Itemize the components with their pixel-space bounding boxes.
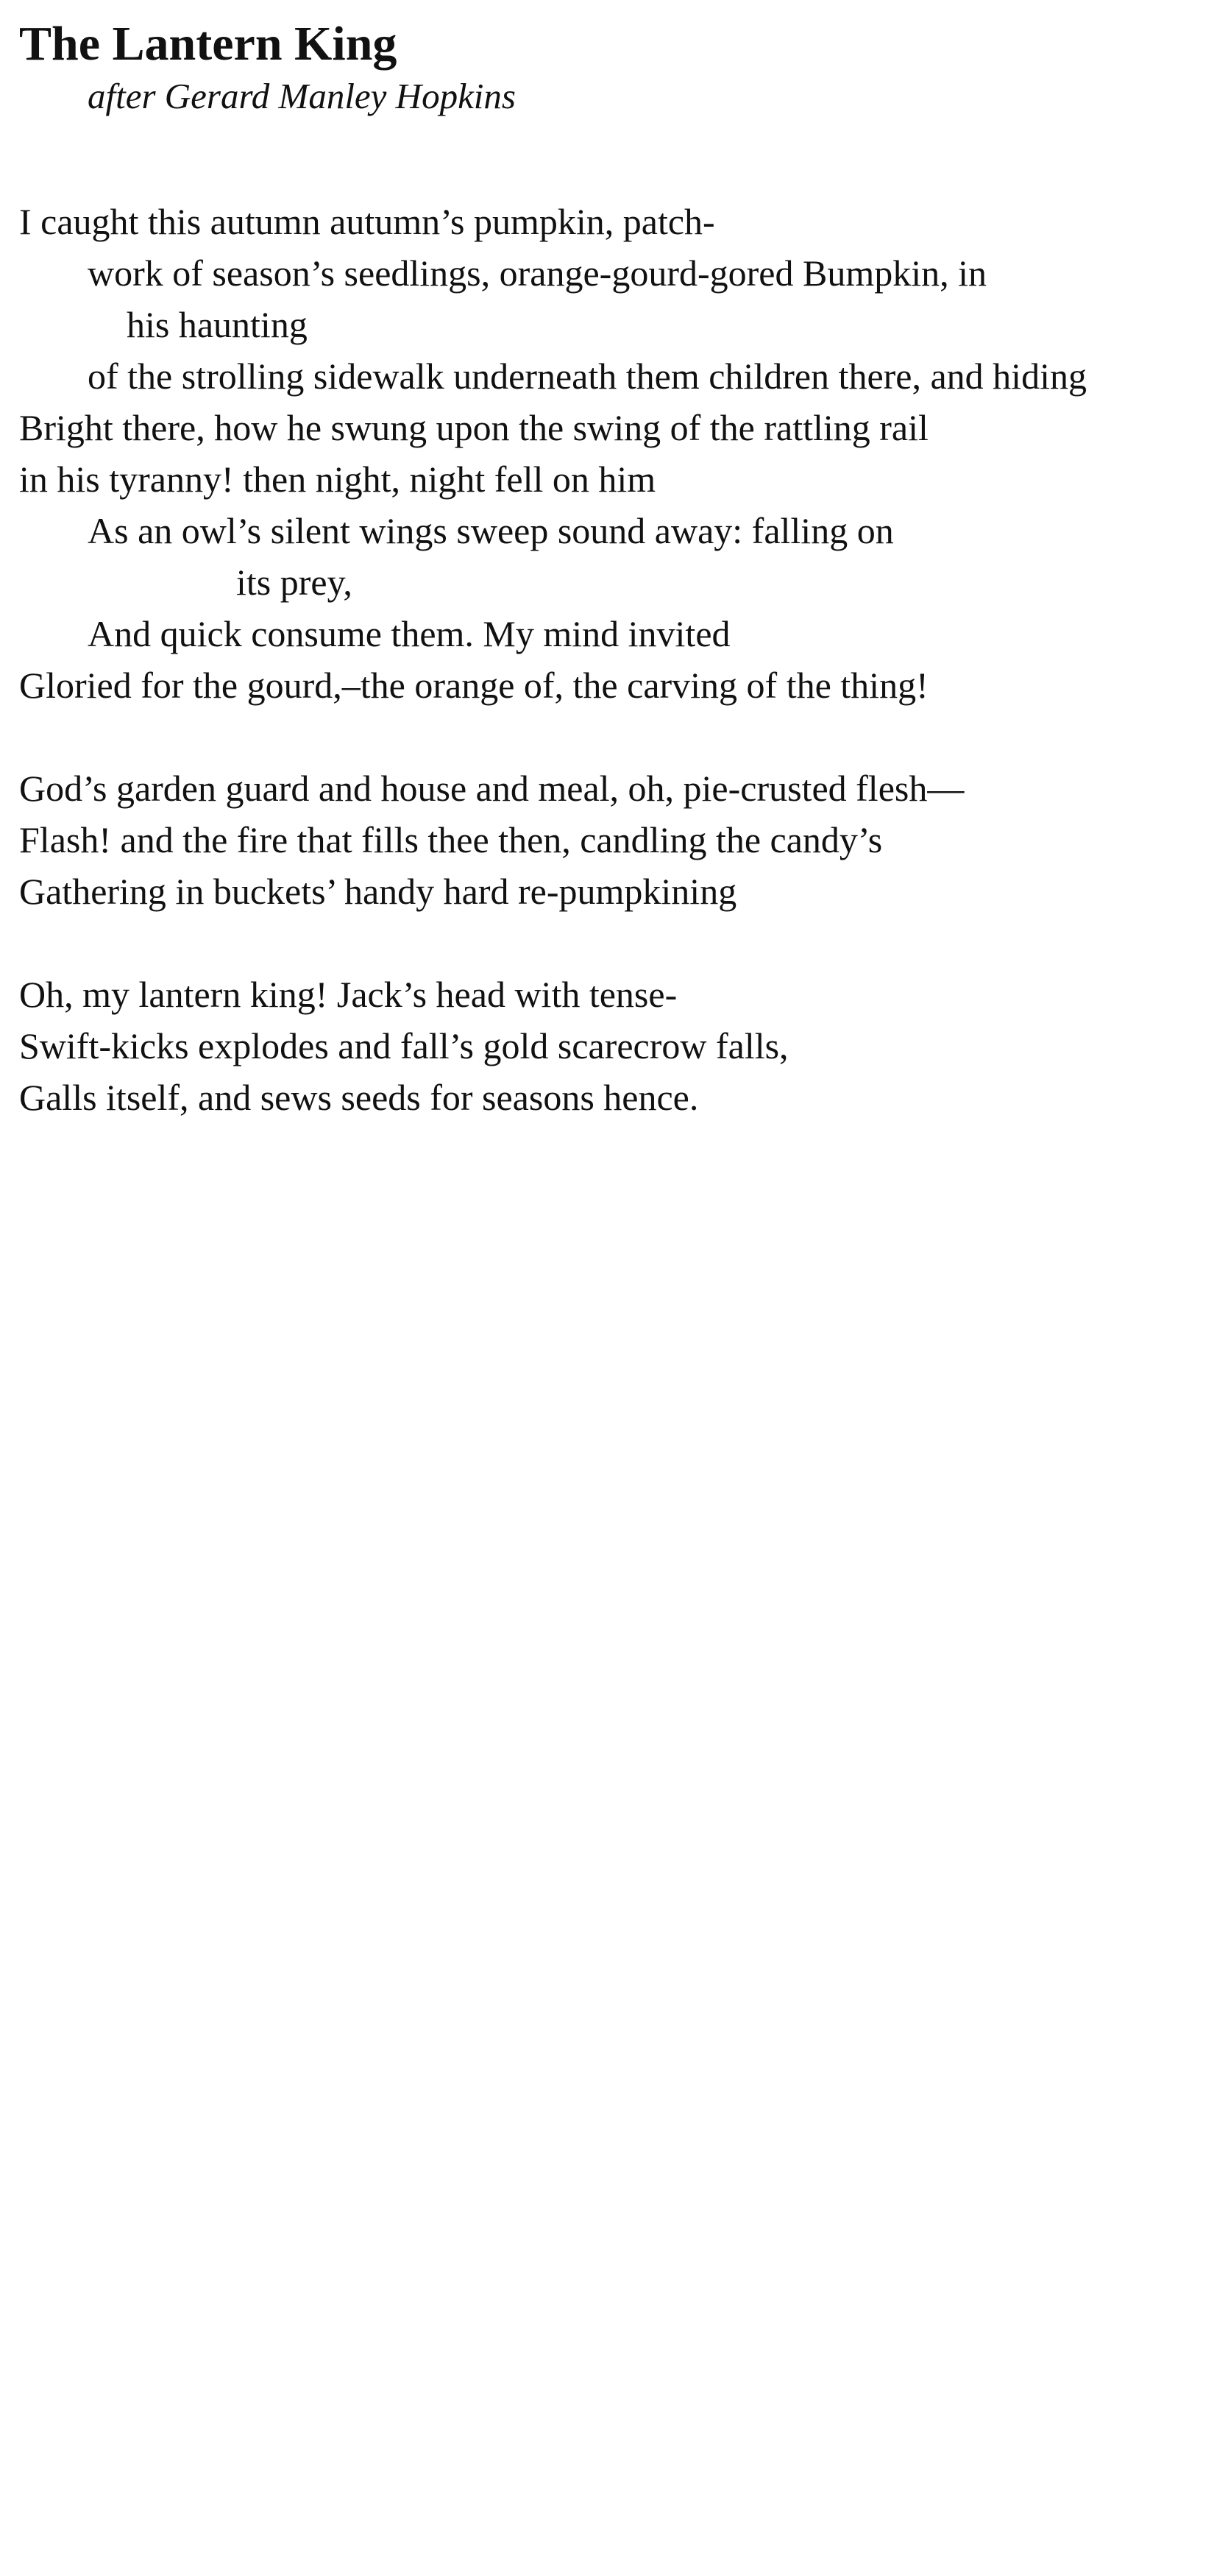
poem-subtitle: after Gerard Manley Hopkins (88, 76, 516, 116)
poem-line: I caught this autumn autumn’s pumpkin, patch- (19, 201, 715, 242)
stanza-2 (19, 762, 1196, 917)
poem-line: God’s garden guard and house and meal, oh, pie-crusted flesh— (19, 768, 965, 809)
poem-line: work of season’s seedlings, orange-gourd-gored Bumpkin, in (88, 252, 987, 294)
poem-line: in his tyranny! then night, night fell on him (19, 459, 656, 500)
stanza-break (19, 917, 1196, 969)
poem-line: of the strolling sidewalk underneath them children there, and hiding (88, 355, 1087, 397)
poem-line: its prey, (236, 562, 352, 603)
stanza-break (19, 711, 1196, 762)
poem-body (19, 196, 1196, 1123)
poem-line: Oh, my lantern king! Jack’s head with tense- (19, 974, 678, 1015)
poem-line: his haunting (127, 304, 308, 345)
poem-line: Galls itself, and sews seeds for seasons hence. (19, 1077, 699, 1118)
poem-line: Swift-kicks explodes and fall’s gold scarecrow falls, (19, 1025, 789, 1066)
poem-line: Bright there, how he swung upon the swing of the rattling rail (19, 407, 929, 448)
poem-page (19, 16, 1196, 1123)
stanza-1 (19, 196, 1196, 711)
poem-title: The Lantern King (19, 17, 397, 71)
stanza-3 (19, 969, 1196, 1123)
poem-line: Gathering in buckets’ handy hard re-pumpkining (19, 871, 737, 912)
poem-line: Gloried for the gourd,–the orange of, the carving of the thing! (19, 665, 929, 706)
poem-line: And quick consume them. My mind invited (88, 613, 731, 654)
poem-line: As an owl’s silent wings sweep sound away: falling on (88, 510, 894, 551)
poem-line: Flash! and the fire that fills thee then, candling the candy’s (19, 819, 883, 860)
